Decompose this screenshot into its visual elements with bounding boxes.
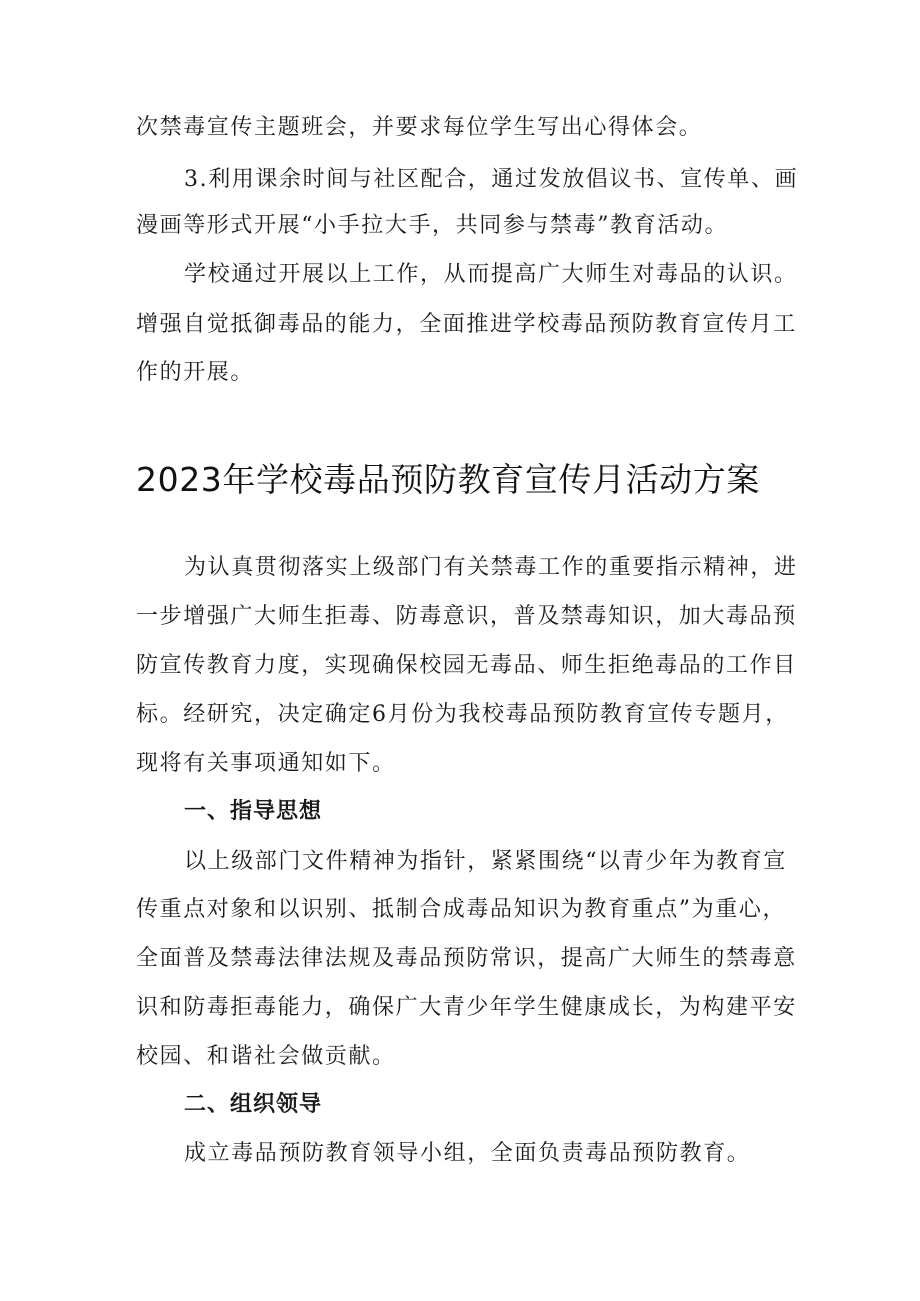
paragraph-line: 漫画等形式开展“小手拉大手，共同参与禁毒”教育活动。 (136, 213, 729, 238)
paragraph-line: 一步增强广大师生拒毒、防毒意识，普及禁毒知识，加大毒品预 (136, 604, 797, 629)
paragraph-line: 以上级部门文件精神为指针，紧紧围绕“以青少年为教育宣 (184, 849, 787, 874)
paragraph-line: 增强自觉抵御毒品的能力，全面推进学校毒品预防教育宣传月工 (136, 312, 797, 337)
paragraph-line: 全面普及禁毒法律法规及毒品预防常识，提高广大师生的禁毒意 (136, 946, 797, 971)
paragraph-line: 识和防毒拒毒能力，确保广大青少年学生健康成长，为构建平安 (136, 995, 797, 1020)
paragraph-line: 防宣传教育力度，实现确保校园无毒品、师生拒绝毒品的工作目 (136, 653, 797, 678)
paragraph-line: 现将有关事项通知如下。 (136, 751, 396, 776)
paragraph-line: 标。经研究，决定确定6月份为我校毒品预防教育宣传专题月， (136, 702, 789, 727)
paragraph-line: 为认真贯彻落实上级部门有关禁毒工作的重要指示精神，进 (184, 555, 798, 580)
paragraph-line: 3.利用课余时间与社区配合，通过发放倡议书、宣传单、画 (184, 167, 799, 192)
paragraph-line: 传重点对象和以识别、抵制合成毒品知识为教育重点”为重心， (136, 897, 787, 922)
paragraph-line: 学校通过开展以上工作，从而提高广大师生对毒品的认识。 (184, 262, 798, 287)
section-heading: 一、指导思想 (184, 799, 323, 824)
section-heading: 二、组织领导 (184, 1092, 323, 1117)
paragraph-line: 校园、和谐社会做贡献。 (136, 1044, 396, 1069)
paragraph-line: 次禁毒宣传主题班会，并要求每位学生写出心得体会。 (136, 115, 703, 140)
paragraph-line: 成立毒品预防教育领导小组，全面负责毒品预防教育。 (184, 1141, 751, 1166)
document-title: 2023年学校毒品预防教育宣传月活动方案 (136, 460, 760, 499)
paragraph-line: 作的开展。 (136, 360, 255, 385)
